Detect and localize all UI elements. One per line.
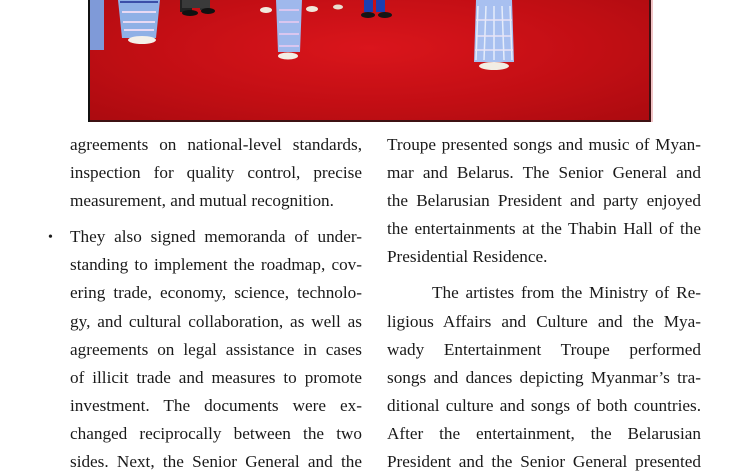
text-line: the entertainments at the Thabin Hall of the [387,219,701,239]
text-line: mar and Belarus. The Senior General and [387,163,701,183]
text-line: songs and dances depicting Myanmar’s tra- [387,367,701,387]
performer-figure-right [474,0,514,70]
right-column [387,131,701,476]
text-line: agreements on national-level standards, [70,135,362,154]
paragraph-gap [70,215,362,223]
text-line: ditional culture and songs of both countries. [387,395,701,415]
text-line: The artistes from the Ministry of Re- [432,283,701,303]
text-line: inspection for quality control, precise [70,163,362,183]
text-line: sides. Next, the Senior General and the [70,452,362,472]
text-line: of illicit trade and measures to promote [70,367,362,387]
text-line: agreements on legal assistance in cases [70,339,362,359]
text-line: gy, and cultural collaboration, as well as [70,311,362,331]
text-line: After the entertainment, the Belarusian [387,423,701,443]
text-line: changed reciprocally between the two [70,423,362,443]
left-column [70,131,362,476]
text-line: wady Entertainment Troupe performed [387,339,701,359]
text-line: investment. The documents were ex- [70,395,362,415]
text-line: Presidential Residence. [387,247,548,267]
photo-illustration [90,0,653,122]
paragraph-gap [387,271,701,279]
text-line: ering trade, economy, science, technolo- [70,283,362,303]
text-line: measurement, and mutual recognition. [70,191,334,211]
text-line: ligious Affairs and Culture and the Mya- [387,311,701,331]
performer-figure-center [276,0,302,60]
bullet-icon: • [48,230,53,245]
text-line: standing to implement the roadmap, cov- [70,255,362,275]
text-line: President and the Senior General presented [387,452,701,472]
text-line: They also signed memoranda of under- [70,227,362,247]
text-line: Troupe presented songs and music of Myan- [387,135,701,154]
text-line: the Belarusian President and party enjoyed [387,191,701,211]
photo-red-carpet [88,0,651,122]
